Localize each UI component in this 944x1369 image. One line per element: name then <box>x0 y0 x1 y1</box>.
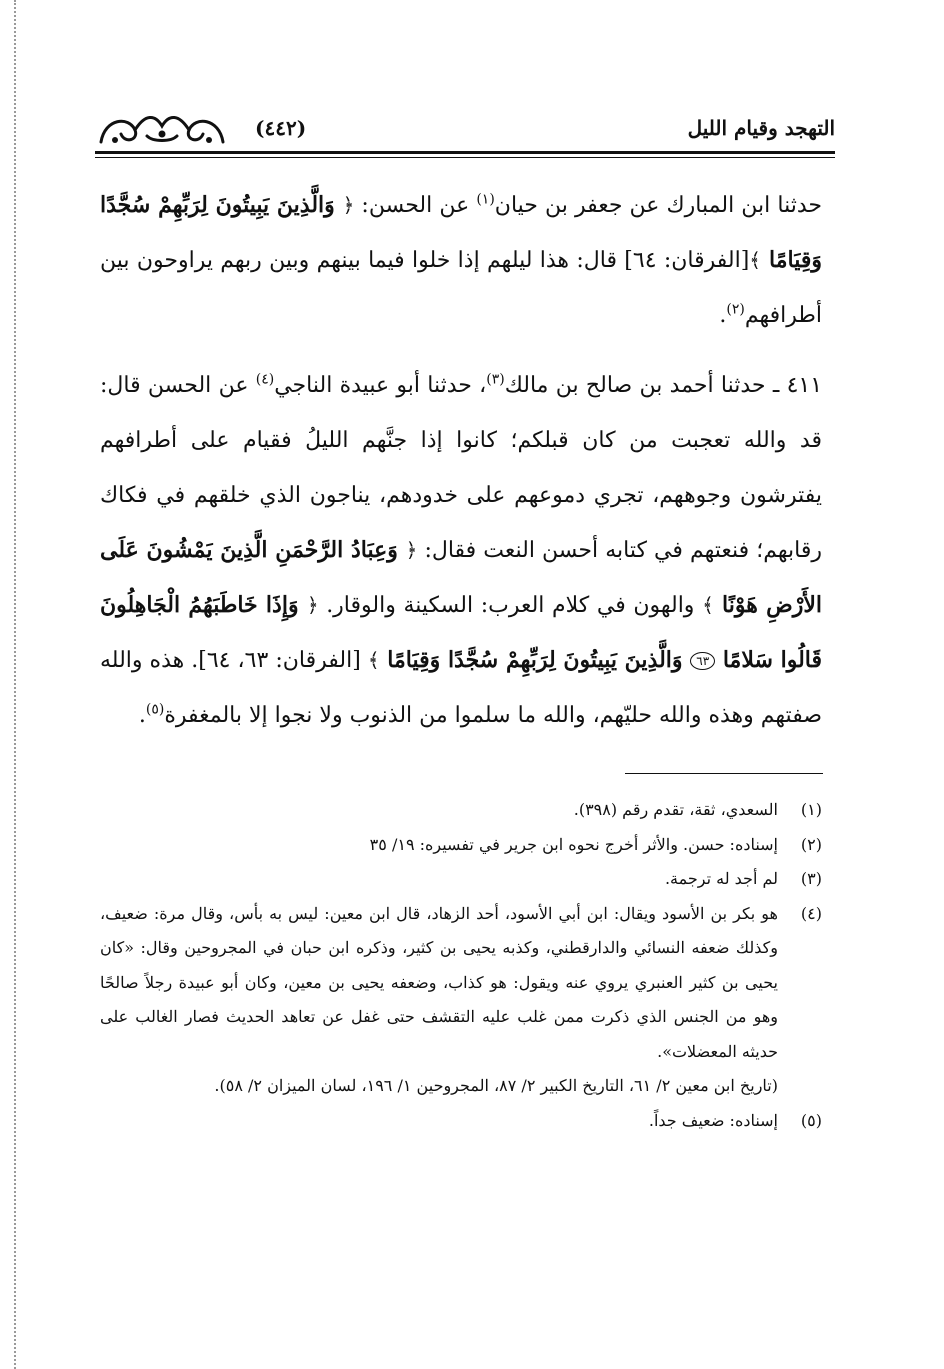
page-number: (٤٤٢) <box>255 116 307 140</box>
quran-bracket-open: ﴿ <box>306 593 319 617</box>
paragraph-410: حدثنا ابن المبارك عن جعفر بن حيان$^{(١)}$ عن الحسن: ﴿ وَالَّذِينَ يَبِيتُونَ لِرَبِّهِمْ سُجَّدًا وَقِيَامًا ﴾[الفرقان: ٦٤] قال: هذا ليلهم إذا خلوا فيما بينهم وبين ربهم يراوحون بين أطرافهم$^{(٢)}$. <box>100 191 822 328</box>
quran-bracket-close: ﴾ <box>749 248 762 272</box>
footnote-ref: (٢) <box>726 301 745 318</box>
footnote-number: (٢) <box>800 834 822 854</box>
quran-bracket-open: ﴿ <box>342 193 355 217</box>
footnote-number <box>778 1069 822 1104</box>
quran-verse: وَالَّذِينَ يَبِيتُونَ لِرَبِّهِمْ سُجَّدًا وَقِيَامًا <box>100 192 822 273</box>
quran-verse: وَالَّذِينَ يَبِيتُونَ لِرَبِّهِمْ سُجَّدًا وَقِيَامًا <box>379 647 691 673</box>
verse-number-marker: ٦٣ <box>690 652 715 670</box>
footnote-text: إسناده: ضعيف جداً. <box>648 1110 778 1130</box>
footnote-4-sources <box>100 1069 822 1104</box>
footnote-number: (١) <box>800 800 822 819</box>
quran-verse: وَعِبَادُ الرَّحْمَنِ الَّذِينَ يَمْشُونَ عَلَى الأَرْضِ هَوْنًا <box>100 537 823 618</box>
footnote-number: (٥) <box>800 1110 822 1130</box>
quran-verse: وَإِذَا خَاطَبَهُمُ الْجَاهِلُونَ قَالُوا سَلامًا <box>100 592 823 673</box>
footnote-4 <box>100 897 822 1070</box>
running-title: التهجد وقيام الليل <box>687 116 835 140</box>
header-rule <box>95 151 835 154</box>
main-text <box>100 178 822 743</box>
footnotes <box>100 793 822 1138</box>
footnote-number: (٣) <box>800 869 822 888</box>
footnote-text: إسناده: حسن. والأثر أخرج نحوه ابن جرير في تفسيره: ١٩/ ٣٥ <box>369 834 778 854</box>
quran-bracket-close: ﴾ <box>702 593 714 617</box>
footnote-text: السعدي، ثقة، تقدم رقم (٣٩٨). <box>573 800 778 819</box>
footnote-number: (٤) <box>800 903 822 923</box>
footnote-ref: (٤) <box>255 371 275 388</box>
quran-bracket-open: ﴿ <box>405 538 418 562</box>
footnote-2 <box>100 828 822 863</box>
footnote-separator <box>625 773 823 774</box>
quran-bracket-close: ﴾ <box>367 648 380 672</box>
footnote-text: لم أجد له ترجمة. <box>664 869 778 888</box>
paragraph-411: ٤١١ ـ حدثنا أحمد بن صالح بن مالك$^{(٣)}$، حدثنا أبو عبيدة الناجي$^{(٤)}$ عن الحسن قال: قد والله تعجبت من كان قبلكم؛ كانوا إذا جنَّهم الليلُ فقيام على أطرافهم يفترشون وجوههم، تجري دموعهم على خدودهم، يناجون الذي خلقهم في فكاك رقابهم؛ فنعتهم في كتابه أحسن النعت فقال: ﴿ وَعِبَادُ الرَّحْمَنِ الَّذِينَ يَمْشُونَ عَلَى الأَرْضِ هَوْنًا ﴾ والهون في كلام العرب: السكينة والوقار. ﴿ وَإِذَا خَاطَبَهُمُ الْجَاهِلُونَ قَالُوا سَلامًا ٦٣ وَالَّذِينَ يَبِيتُونَ لِرَبِّهِمْ سُجَّدًا وَقِيَامًا ﴾ [الفرقان: ٦٣، ٦٤]. هذه والله صفتهم وهذه والله حليّهم، والله ما سلموا من الذنوب ولا نجوا إلا بالمغفرة$^{(٥)}$. <box>100 371 823 728</box>
footnote-5 <box>100 1104 822 1139</box>
header-ornament-icon <box>95 112 230 148</box>
running-header <box>95 112 835 148</box>
footnote-1 <box>100 793 822 828</box>
footnote-ref: (٥) <box>145 701 165 718</box>
footnote-ref: (١) <box>476 191 495 208</box>
footnote-3 <box>100 862 822 897</box>
footnote-text: هو بكر بن الأسود ويقال: ابن أبي الأسود، أحد الزهاد، قال ابن معين: ليس به بأس، وقال مرة: ضعيف، وكذلك ضعفه النسائي والدارقطني، وكذبه يحيى بن كثير، وذكره ابن حبان في المجروحين وقال: «كان يحيى بن كثير العنبري يروي عنه ويقول: هو كذاب، وضعفه يحيى بن معين، وكان أبو عبيدة رجلاً صالحًا وهو من الجنس الذي ذكرت ممن غلب عليه التقشف حتى غفل عن تعاهد الحديث فصار الغالب على حديثه المعضلات». <box>100 903 778 1061</box>
footnote-text: (تاريخ ابن معين ٢/ ٦١، التاريخ الكبير ٢/ ٨٧، المجروحين ١/ ١٩٦، لسان الميزان ٢/ ٥٨). <box>214 1076 778 1095</box>
header-rule-thin <box>95 157 835 158</box>
binding-gutter <box>14 0 16 1369</box>
footnote-ref: (٣) <box>486 371 505 388</box>
